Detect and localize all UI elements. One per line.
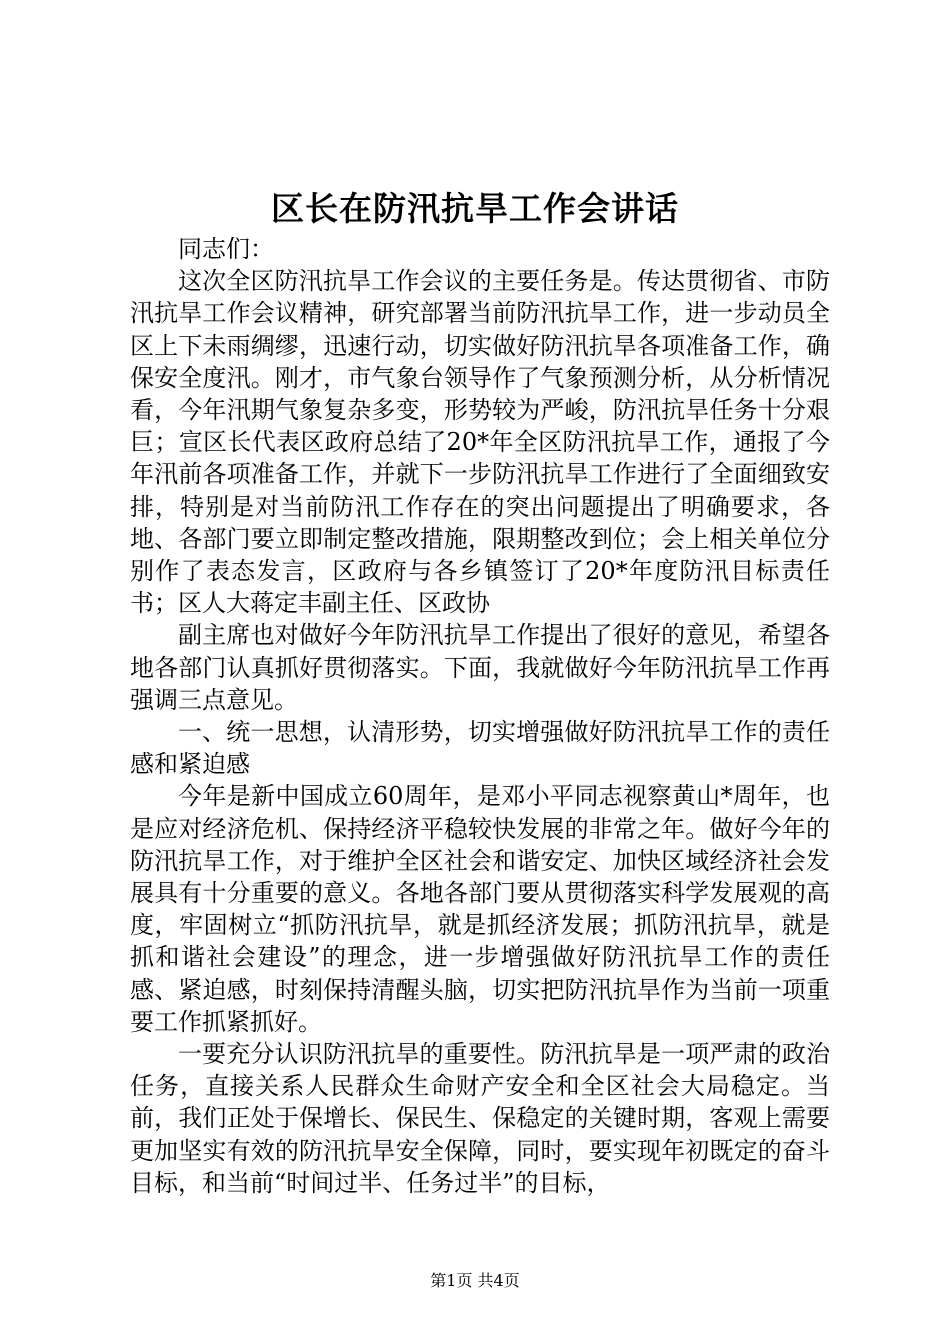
body-paragraph: 副主席也对做好今年防汛抗旱工作提出了很好的意见，希望各地各部门认真抓好贯彻落实。下面，我就做好今年防汛抗旱工作再强调三点意见。 (130, 621, 830, 714)
body-paragraph: 这次全区防汛抗旱工作会议的主要任务是。传达贯彻省、市防汛抗旱工作会议精神，研究部署当前防汛抗旱工作，进一步动员全区上下未雨绸缪，迅速行动，切实做好防汛抗旱各项准备工作，确保安全度汛。刚才，市气象台领导作了气象预测分析，从分析情况看，今年汛期气象复杂多变，形势较为严峻，防汛抗旱任务十分艰巨；宣区长代表区政府总结了20*年全区防汛抗旱工作，通报了今年汛前各项准备工作，并就下一步防汛抗旱工作进行了全面细致安排，特别是对当前防汛工作存在的突出问题提出了明确要求，各地、各部门要立即制定整改措施，限期整改到位；会上相关单位分别作了表态发言，区政府与各乡镇签订了20*年度防汛目标责任书；区人大蒋定丰副主任、区政协 (130, 267, 830, 618)
document-body (130, 233, 830, 1199)
body-paragraph: 今年是新中国成立60周年，是邓小平同志视察黄山*周年，也是应对经济危机、保持经济平稳较快发展的非常之年。做好今年的防汛抗旱工作，对于维护全区社会和谐安定、加快区域经济社会发展具有十分重要的意义。各地各部门要从贯彻落实科学发展观的高度，牢固树立“抓防汛抗旱，就是抓经济发展；抓防汛抗旱，就是抓和谐社会建设”的理念，进一步增强做好防汛抗旱工作的责任感、紧迫感，时刻保持清醒头脑，切实把防汛抗旱作为当前一项重要工作抓紧抓好。 (130, 782, 830, 1036)
body-paragraph: 一要充分认识防汛抗旱的重要性。防汛抗旱是一项严肃的政治任务，直接关系人民群众生命财产安全和全区社会大局稳定。当前，我们正处于保增长、保民生、保稳定的关键时期，客观上需要更加坚实有效的防汛抗旱安全保障，同时，要实现年初既定的奋斗目标，和当前“时间过半、任务过半”的目标， (130, 1040, 830, 1197)
page-number-footer: 第1页 共4页 (430, 1271, 520, 1290)
salutation-paragraph: 同志们： (178, 235, 274, 263)
document-title: 区长在防汛抗旱工作会讲话 (271, 189, 679, 228)
section-heading: 一、统一思想，认清形势，切实增强做好防汛抗旱工作的责任感和紧迫感 (130, 718, 830, 779)
